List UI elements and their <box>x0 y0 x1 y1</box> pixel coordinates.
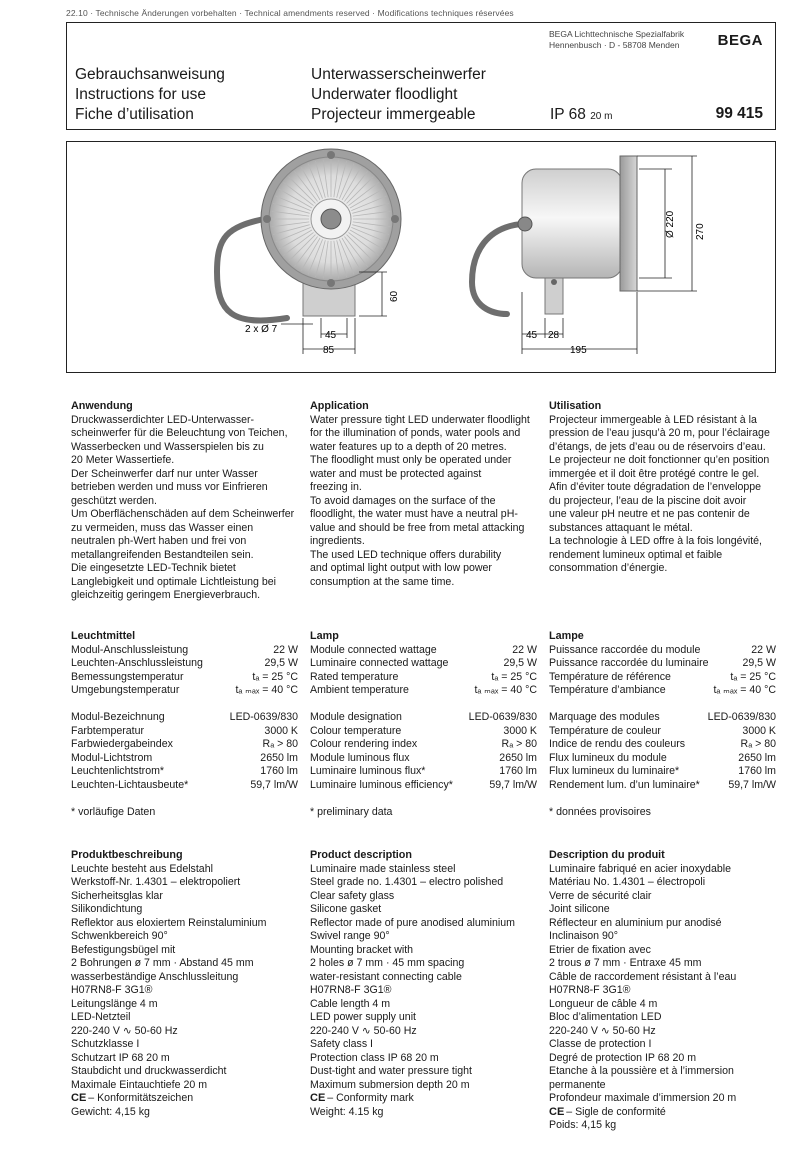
spec-row <box>71 644 298 658</box>
spec-value: 2650 lm <box>499 751 537 764</box>
lamp-en-note: * preliminary data <box>310 805 393 818</box>
lamp-fr <box>549 630 776 819</box>
lamp-de-heading: Leuchtmittel <box>71 630 136 642</box>
product-de-heading: Produktbeschreibung <box>71 849 183 861</box>
spec-value: 22 W <box>512 643 537 656</box>
spec-label: Farbtemperatur <box>71 724 145 737</box>
revision-note: 22.10 · Technische Änderungen vorbehalten · Technical amendments reserved · Modifications techniques réservées <box>66 8 514 18</box>
dim-diameter-220: Ø 220 <box>665 210 676 238</box>
spec-row <box>549 765 776 779</box>
ip-depth: 20 m <box>590 111 613 122</box>
spec-label: Farbwiedergabeindex <box>71 738 173 750</box>
spec-value: 29,5 W <box>264 657 298 669</box>
spec-value: 59,7 lm/W <box>728 778 776 791</box>
spec-value: 1760 lm <box>260 765 298 777</box>
spec-label: Luminaire connected wattage <box>310 657 449 669</box>
ce-line-en <box>310 1092 542 1106</box>
weight-en: Weight: 4.15 kg <box>310 1105 384 1118</box>
spec-value: tₐ = 25 °C <box>491 670 537 683</box>
spec-label: Modul-Lichtstrom <box>71 751 153 764</box>
product-name-fr: Projecteur immergeable <box>311 106 476 123</box>
screw-right <box>391 215 399 223</box>
spec-value: 59,7 lm/W <box>489 778 537 791</box>
spec-value: 1760 lm <box>499 765 537 777</box>
dim-45-front: 45 <box>325 330 337 341</box>
manufacturer-name: BEGA Lichttechnische Spezialfabrik <box>549 29 685 39</box>
dim-85: 85 <box>323 345 335 356</box>
product-fr <box>549 849 781 1133</box>
article-number: 99 415 <box>715 105 763 122</box>
spec-label: Indice de rendu des couleurs <box>549 738 686 750</box>
spec-value: LED-0639/830 <box>468 711 537 723</box>
spec-row <box>310 779 537 793</box>
manufacturer-address <box>549 29 684 51</box>
ce-mark-icon: CE <box>71 1092 87 1104</box>
spec-label: Flux lumineux du module <box>549 751 667 764</box>
doc-type-de: Gebrauchsanweisung <box>75 66 225 83</box>
spec-label: Colour rendering index <box>310 738 418 750</box>
spec-label: Module connected wattage <box>310 643 437 656</box>
spec-row <box>71 779 298 793</box>
spec-value: 22 W <box>273 643 298 656</box>
spec-row <box>310 765 537 779</box>
lamp-fr-heading: Lampe <box>549 630 584 642</box>
spec-row <box>71 657 298 671</box>
lamp-fr-note: * données provisoires <box>549 805 651 818</box>
spec-value: 2650 lm <box>738 751 776 764</box>
doc-type-fr: Fiche d’utilisation <box>75 106 194 123</box>
spec-row <box>71 765 298 779</box>
application-de <box>71 400 303 603</box>
dim-28: 28 <box>548 330 560 341</box>
spec-value: 29,5 W <box>503 657 537 669</box>
spec-label: Température de référence <box>549 670 671 683</box>
ip-rating <box>550 105 612 127</box>
application-de-body: Druckwasserdichter LED-Unterwasser- scheinwerfer für die Beleuchtung von Teichen, Wasserbecken und Wasserspielen bis zu 20 Meter Wassertiefe. Der Scheinwerfer darf nur unter Wasser betrieben werden und muss vor Einfrieren geschützt werden. Um Oberflächenschäden auf dem Scheinwerfer zu vermeiden, muss das Wasser einen neutralen ph-Wert haben und frei von metallangreifenden Bestandteilen sein. Die eingesetzte LED-Technik bietet Langlebigkeit und optimale Lichtleistung bei gleichzeitig geringem Energieverbrauch. <box>71 413 295 601</box>
spec-label: Rated temperature <box>310 670 399 683</box>
spec-label: Modul-Bezeichnung <box>71 711 165 723</box>
spec-row <box>71 711 298 725</box>
lamp-en <box>310 630 537 819</box>
spec-row <box>71 725 298 739</box>
led-module <box>321 209 341 229</box>
cable-side <box>472 224 522 314</box>
spec-value: tₐ ₘₐₓ = 40 °C <box>235 684 298 696</box>
dim-195: 195 <box>570 345 587 356</box>
product-de-body: Leuchte besteht aus Edelstahl Werkstoff-Nr. 1.4301 – elektropoliert Sicherheitsglas klar Silikondichtung Reflektor aus eloxiertem Reinstaluminium Schwenkbereich 90° Befestigungsbügel mit 2 Bohrungen ø 7 mm · Abstand 45 mm wasserbeständige Anschlussleitung H07RN8-F 3G1® Leitungslänge 4 m LED-Netzteil 220-240 V ∿ 50-60 Hz Schutzklasse I Schutzart IP 68 20 m Staubdicht und druckwasserdicht Maximale Eintauchtiefe 20 m <box>71 862 267 1091</box>
product-fr-heading: Description du produit <box>549 849 665 861</box>
spec-value: 1760 lm <box>738 765 776 777</box>
weight-fr: Poids: 4,15 kg <box>549 1119 617 1131</box>
spec-row <box>71 671 298 685</box>
spec-row <box>71 752 298 766</box>
ce-text-en: – Conformity mark <box>327 1092 414 1104</box>
ce-line-de <box>71 1092 303 1106</box>
product-name-en: Underwater floodlight <box>311 86 458 103</box>
spec-value: tₐ ₘₐₓ = 40 °C <box>713 684 776 696</box>
spec-label: Flux lumineux du luminaire* <box>549 765 680 777</box>
dimension-drawing <box>67 142 775 372</box>
spec-label: Puissance raccordée du luminaire <box>549 657 709 669</box>
ip-class: IP 68 <box>550 106 586 123</box>
spec-label: Leuchten-Lichtausbeute* <box>71 778 189 791</box>
product-fr-body: Luminaire fabriqué en acier inoxydable Matériau No. 1.4301 – électropoli Verre de sécurité clair Joint silicone Réflecteur en aluminium pur anodisé Inclinaison 90° Etrier de fixation avec 2 trous ø 7 mm · Entraxe 45 mm Câble de raccordement résistant à l’eau H07RN8-F 3G1® Longueur de câble 4 m Bloc d’alimentation LED 220-240 V ∿ 50-60 Hz Classe de protection I Degré de protection IP 68 20 m Etanche à la poussière et à l’immersion permanente Profondeur maximale d’immersion 20 m <box>549 862 737 1104</box>
spec-value: 3000 K <box>742 724 776 737</box>
application-fr-body: Projecteur immergeable à LED résistant à la pression de l’eau jusqu’à 20 m, pour l’éclairage d’étangs, de jets d’eau ou de réservoirs d’eau. Le projecteur ne doit fonctionner qu’en position immergée et il doit être protégé contre le gel. Afin d’éviter toute dégradation de l’enveloppe du projecteur, l’eau de la piscine doit avoir une valeur pH neutre et ne pas contenir de substances attaquant le métal. La technologie à LED offre à la fois longévité, rendement lumineux optimal et faible consommation d’énergie. <box>549 413 770 574</box>
spec-value: tₐ = 25 °C <box>730 670 776 683</box>
dim-45-side: 45 <box>526 330 538 341</box>
spec-value: 59,7 lm/W <box>250 778 298 791</box>
spec-row <box>549 644 776 658</box>
spec-value: 3000 K <box>264 724 298 737</box>
spec-row <box>310 671 537 685</box>
spec-row <box>310 644 537 658</box>
spec-value: Rₐ > 80 <box>262 738 298 750</box>
application-en <box>310 400 542 589</box>
spec-value: tₐ ₘₐₓ = 40 °C <box>474 684 537 696</box>
spec-value: Rₐ > 80 <box>501 738 537 750</box>
spec-value: 3000 K <box>503 724 537 737</box>
spec-row <box>310 657 537 671</box>
screw-top <box>327 151 335 159</box>
spec-row <box>310 738 537 752</box>
screw-bottom <box>327 279 335 287</box>
product-en <box>310 849 542 1119</box>
application-de-heading: Anwendung <box>71 400 133 412</box>
lamp-de-note: * vorläufige Daten <box>71 805 156 818</box>
spec-label: Module designation <box>310 711 402 723</box>
spec-row <box>549 657 776 671</box>
spec-row <box>549 752 776 766</box>
spec-label: Leuchtenlichtstrom* <box>71 765 165 777</box>
application-en-body: Water pressure tight LED underwater floodlight for the illumination of ponds, water pools and water features up to a depth of 20 metres. The floodlight must only be operated under water and must be protected against freezing in. To avoid damages on the surface of the floodlight, the water must have a neutral pH- value and should be free from metal attacking ingredients. The used LED technique offers durability and optimal light output with low power consumption at the same time. <box>310 413 530 588</box>
technical-drawing <box>66 141 776 373</box>
dim-270: 270 <box>695 223 706 240</box>
spec-row <box>310 711 537 725</box>
header-box <box>66 22 776 130</box>
ce-mark-icon: CE <box>310 1092 326 1104</box>
spec-row <box>71 684 298 698</box>
spec-row <box>310 752 537 766</box>
spec-label: Marquage des modules <box>549 711 660 723</box>
product-name <box>311 65 486 125</box>
spec-row <box>549 671 776 685</box>
spec-label: Leuchten-Anschlussleistung <box>71 657 203 669</box>
spec-row <box>549 684 776 698</box>
application-fr <box>549 400 781 576</box>
spec-label: Colour temperature <box>310 724 402 737</box>
spec-row <box>310 725 537 739</box>
spec-label: Module luminous flux <box>310 751 410 764</box>
spec-label: Luminaire luminous efficiency* <box>310 778 453 791</box>
dim-60: 60 <box>389 290 400 302</box>
spec-value: Rₐ > 80 <box>740 738 776 750</box>
spec-row <box>549 725 776 739</box>
product-en-body: Luminaire made stainless steel Steel grade no. 1.4301 – electro polished Clear safety glass Silicone gasket Reflector made of pure anodised aluminium Swivel range 90° Mounting bracket with 2 holes ø 7 mm · 45 mm spacing water-resistant connecting cable H07RN8-F 3G1® Cable length 4 m LED power supply unit 220-240 V ∿ 50-60 Hz Safety class I Protection class IP 68 20 m Dust-tight and water pressure tight Maximum submersion depth 20 m <box>310 862 515 1091</box>
spec-label: Puissance raccordée du module <box>549 643 701 656</box>
spec-label: Ambient temperature <box>310 684 409 696</box>
product-en-heading: Product description <box>310 849 412 861</box>
ce-text-fr: – Sigle de conformité <box>566 1105 666 1118</box>
spec-row <box>549 738 776 752</box>
product-de <box>71 849 303 1119</box>
doc-type-en: Instructions for use <box>75 86 206 103</box>
spec-label: Modul-Anschlussleistung <box>71 643 189 656</box>
product-name-de: Unterwasserscheinwerfer <box>311 66 486 83</box>
cable-gland <box>518 217 532 231</box>
manufacturer-location: Hennenbusch · D - 58708 Menden <box>549 40 680 50</box>
spec-value: LED-0639/830 <box>229 711 298 723</box>
dim-holes: 2 x Ø 7 <box>245 324 278 335</box>
spec-label: Température de couleur <box>549 724 661 737</box>
ce-mark-icon: CE <box>549 1105 565 1118</box>
brand-logo: BEGA <box>717 32 763 49</box>
doc-type <box>75 65 225 125</box>
spec-row <box>310 684 537 698</box>
spec-label: Bemessungstemperatur <box>71 670 184 683</box>
housing-side <box>522 169 622 278</box>
screw-left <box>263 215 271 223</box>
lamp-en-heading: Lamp <box>310 630 339 642</box>
application-fr-heading: Utilisation <box>549 400 602 412</box>
spec-value: LED-0639/830 <box>707 711 776 723</box>
spec-label: Umgebungstemperatur <box>71 684 180 696</box>
spec-row <box>549 779 776 793</box>
weight-de: Gewicht: 4,15 kg <box>71 1105 150 1118</box>
bracket-hole <box>551 279 557 285</box>
spec-value: 2650 lm <box>260 751 298 764</box>
spec-label: Luminaire luminous flux* <box>310 765 426 777</box>
spec-label: Température d’ambiance <box>549 684 666 696</box>
spec-row <box>71 738 298 752</box>
lamp-de <box>71 630 298 819</box>
spec-value: 29,5 W <box>742 657 776 669</box>
spec-value: tₐ = 25 °C <box>252 670 298 683</box>
spec-value: 22 W <box>751 643 776 656</box>
front-ring-side <box>620 156 637 291</box>
application-en-heading: Application <box>310 400 369 412</box>
spec-row <box>549 711 776 725</box>
ce-text-de: – Konformitätszeichen <box>88 1092 194 1104</box>
spec-label: Rendement lum. d’un luminaire* <box>549 778 700 791</box>
ce-line-fr <box>549 1106 781 1120</box>
